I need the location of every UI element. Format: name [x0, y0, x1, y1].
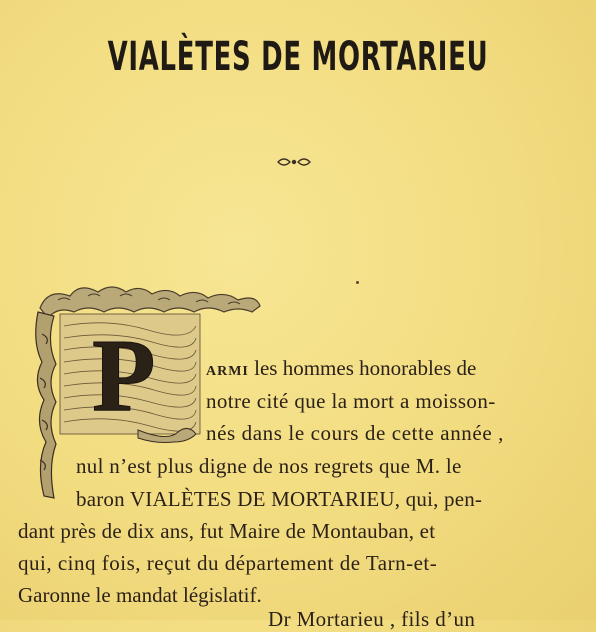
- drop-cap-letter: P: [92, 318, 156, 433]
- text-line-3: nés dans le cours de cette année ,: [206, 421, 504, 445]
- text-line-9: Dr Mortarieu , fils d’un: [268, 607, 476, 631]
- line-1-rest: les hommes honorables de: [248, 356, 477, 380]
- smallcaps-word: ARMI: [206, 364, 249, 379]
- text-line-8: Garonne le mandat législatif.: [18, 583, 262, 607]
- text-line-5: baron VIALÈTES DE MORTARIEU, qui, pen-: [76, 487, 483, 511]
- page-title: VIALÈTES DE MORTARIEU: [107, 34, 489, 80]
- text-line-2: notre cité que la mort a moisson-: [206, 389, 496, 413]
- text-line-1: [206, 356, 476, 381]
- text-line-6: dant près de dix ans, fut Maire de Montauban, et: [18, 519, 436, 543]
- text-line-4: nul n’est plus digne de nos regrets que M. le: [76, 454, 462, 478]
- text-line-7: qui, cinq fois, reçut du département de Tarn-et-: [18, 551, 438, 575]
